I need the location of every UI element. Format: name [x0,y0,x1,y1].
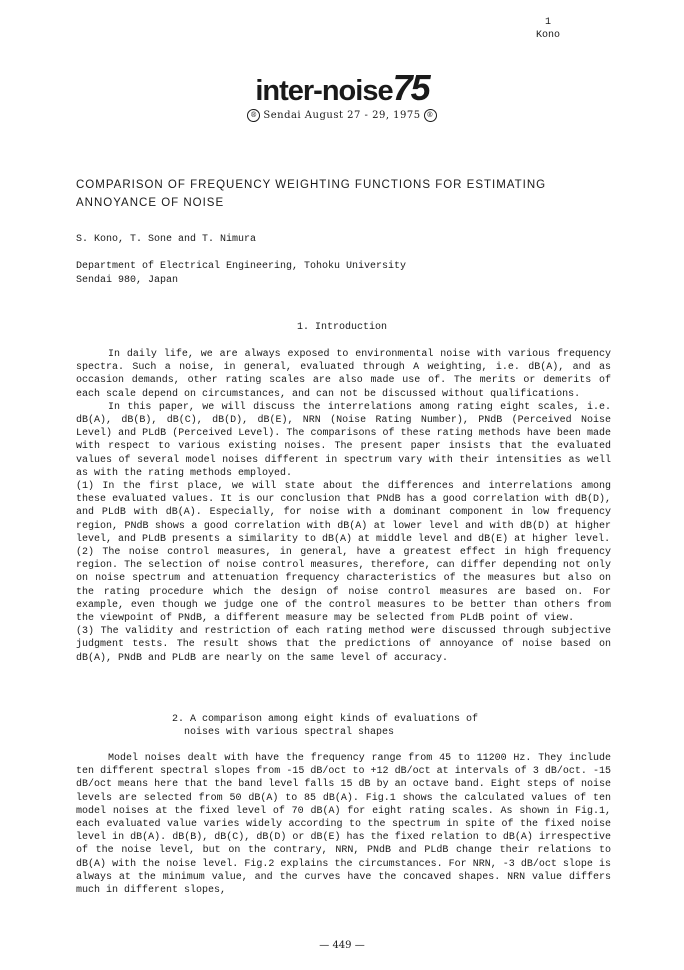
conference-location-date: Sendai August 27 - 29, 1975 [263,110,421,121]
paragraph: Model noises dealt with have the frequency range from 45 to 11200 Hz. They include ten different spectral slopes from -15 dB/oct to +12 dB/oct at intervals of 3 dB/oct. -15 dB/oct means here that the band level falls 15 dB by an octave band. Eight steps of noise levels are selected from 50 dB(A) to 85 dB(A). Fig.1 shows the calculated values of ten model noises at the fixed level of 70 dB(A) for eight rating scales. As shown in Fig.1, each evaluated value varies widely according to the spectrum in spite of the fixed noise level in dB(A). dB(B), dB(C), dB(D) or dB(E) has the fixed relation to dB(A) irrespective of the noise level, but on the contrary, NRN, PNdB and PLdB change their relations to dB(A) with the noise level. Fig.2 explains the circumstances. For NRN, -3 dB/oct slope is always at the minimum value, and the curves have the concaved shapes. NRN value differs much in different slopes, [76,753,611,897]
page-header [536,16,560,42]
page-footer: — 449 — [319,940,365,951]
title-line: ANNOYANCE OF NOISE [76,197,225,209]
conference-logo [0,67,684,122]
circle-r-icon-left: ® [247,109,260,122]
section-2-heading [172,713,478,739]
affiliation [76,260,406,288]
affiliation-line: Sendai 980, Japan [76,275,179,286]
heading-line: noises with various spectral shapes [184,727,395,738]
conference-name [0,67,684,108]
section-2-body [76,752,611,897]
circle-r-icon-right: ® [424,109,437,122]
title-line: COMPARISON OF FREQUENCY WEIGHTING FUNCTIONS FOR ESTIMATING [76,179,547,191]
authors: S. Kono, T. Sone and T. Nimura [76,234,257,245]
affiliation-line: Department of Electrical Engineering, Tohoku University [76,261,407,272]
section-1-body [76,348,611,665]
paragraph: (3) The validity and restriction of each rating method were discussed through subjective judgment tests. The result shows that the predictions of annoyance of noise based on dB(A), PNdB and PLdB are nearly on the same level of accuracy. [76,626,611,664]
conference-year: 75 [392,67,429,108]
paragraph: In this paper, we will discuss the interrelations among rating eight scales, i.e. dB(A), dB(B), dB(C), dB(D), dB(E), NRN (Noise Rating Number), PNdB (Perceived Noise Level) and PLdB (Perceived Level). The comparisons of these rating methods have been made with respect to various existing noises. The present paper insists that the evaluated values of several model noises different in spectrum vary with their intensities as well as with the rating methods employed. [76,401,611,479]
conference-subtitle [0,109,684,122]
author-tag: Kono [535,30,560,41]
paper-title [76,176,546,212]
paragraph: (2) The noise control measures, in general, have a greatest effect in high frequency region. The selection of noise control measures, therefore, can differ depending not only on noise spectrum and attenuation frequency characteristics of the measures but also on the rating procedure which the design of noise control measures are based on. For example, even though we judge one of the control measures to be better than others from the viewpoint of PNdB, a different measure may be selected from PLdB point of view. [76,547,611,625]
section-1-heading: 1. Introduction [296,322,387,333]
page-number: 1 [544,17,551,28]
paragraph: (1) In the first place, we will state about the differences and interrelations among these evaluated values. It is our conclusion that PNdB has a good correlation with dB(D), and PLdB with dB(A). Especially, for noise with a dominant component in low frequency region, PNdB shows a good correlation with dB(A) at lower level and with dB(D) at higher level, and PLdB presents a similarity to dB(A) at middle level and dB(E) at higher level. [76,481,611,545]
paragraph: In daily life, we are always exposed to environmental noise with various frequency spectra. Such a noise, in general, evaluated through A weighting, i.e. dB(A), and as occasion demands, other rating scales are also made use of. The merits or demerits of each scale depend on circumstances, and can not be discussed without qualifications. [76,349,611,400]
heading-line: 2. A comparison among eight kinds of evaluations of [172,714,479,725]
conference-name-text: inter-noise [255,75,393,107]
